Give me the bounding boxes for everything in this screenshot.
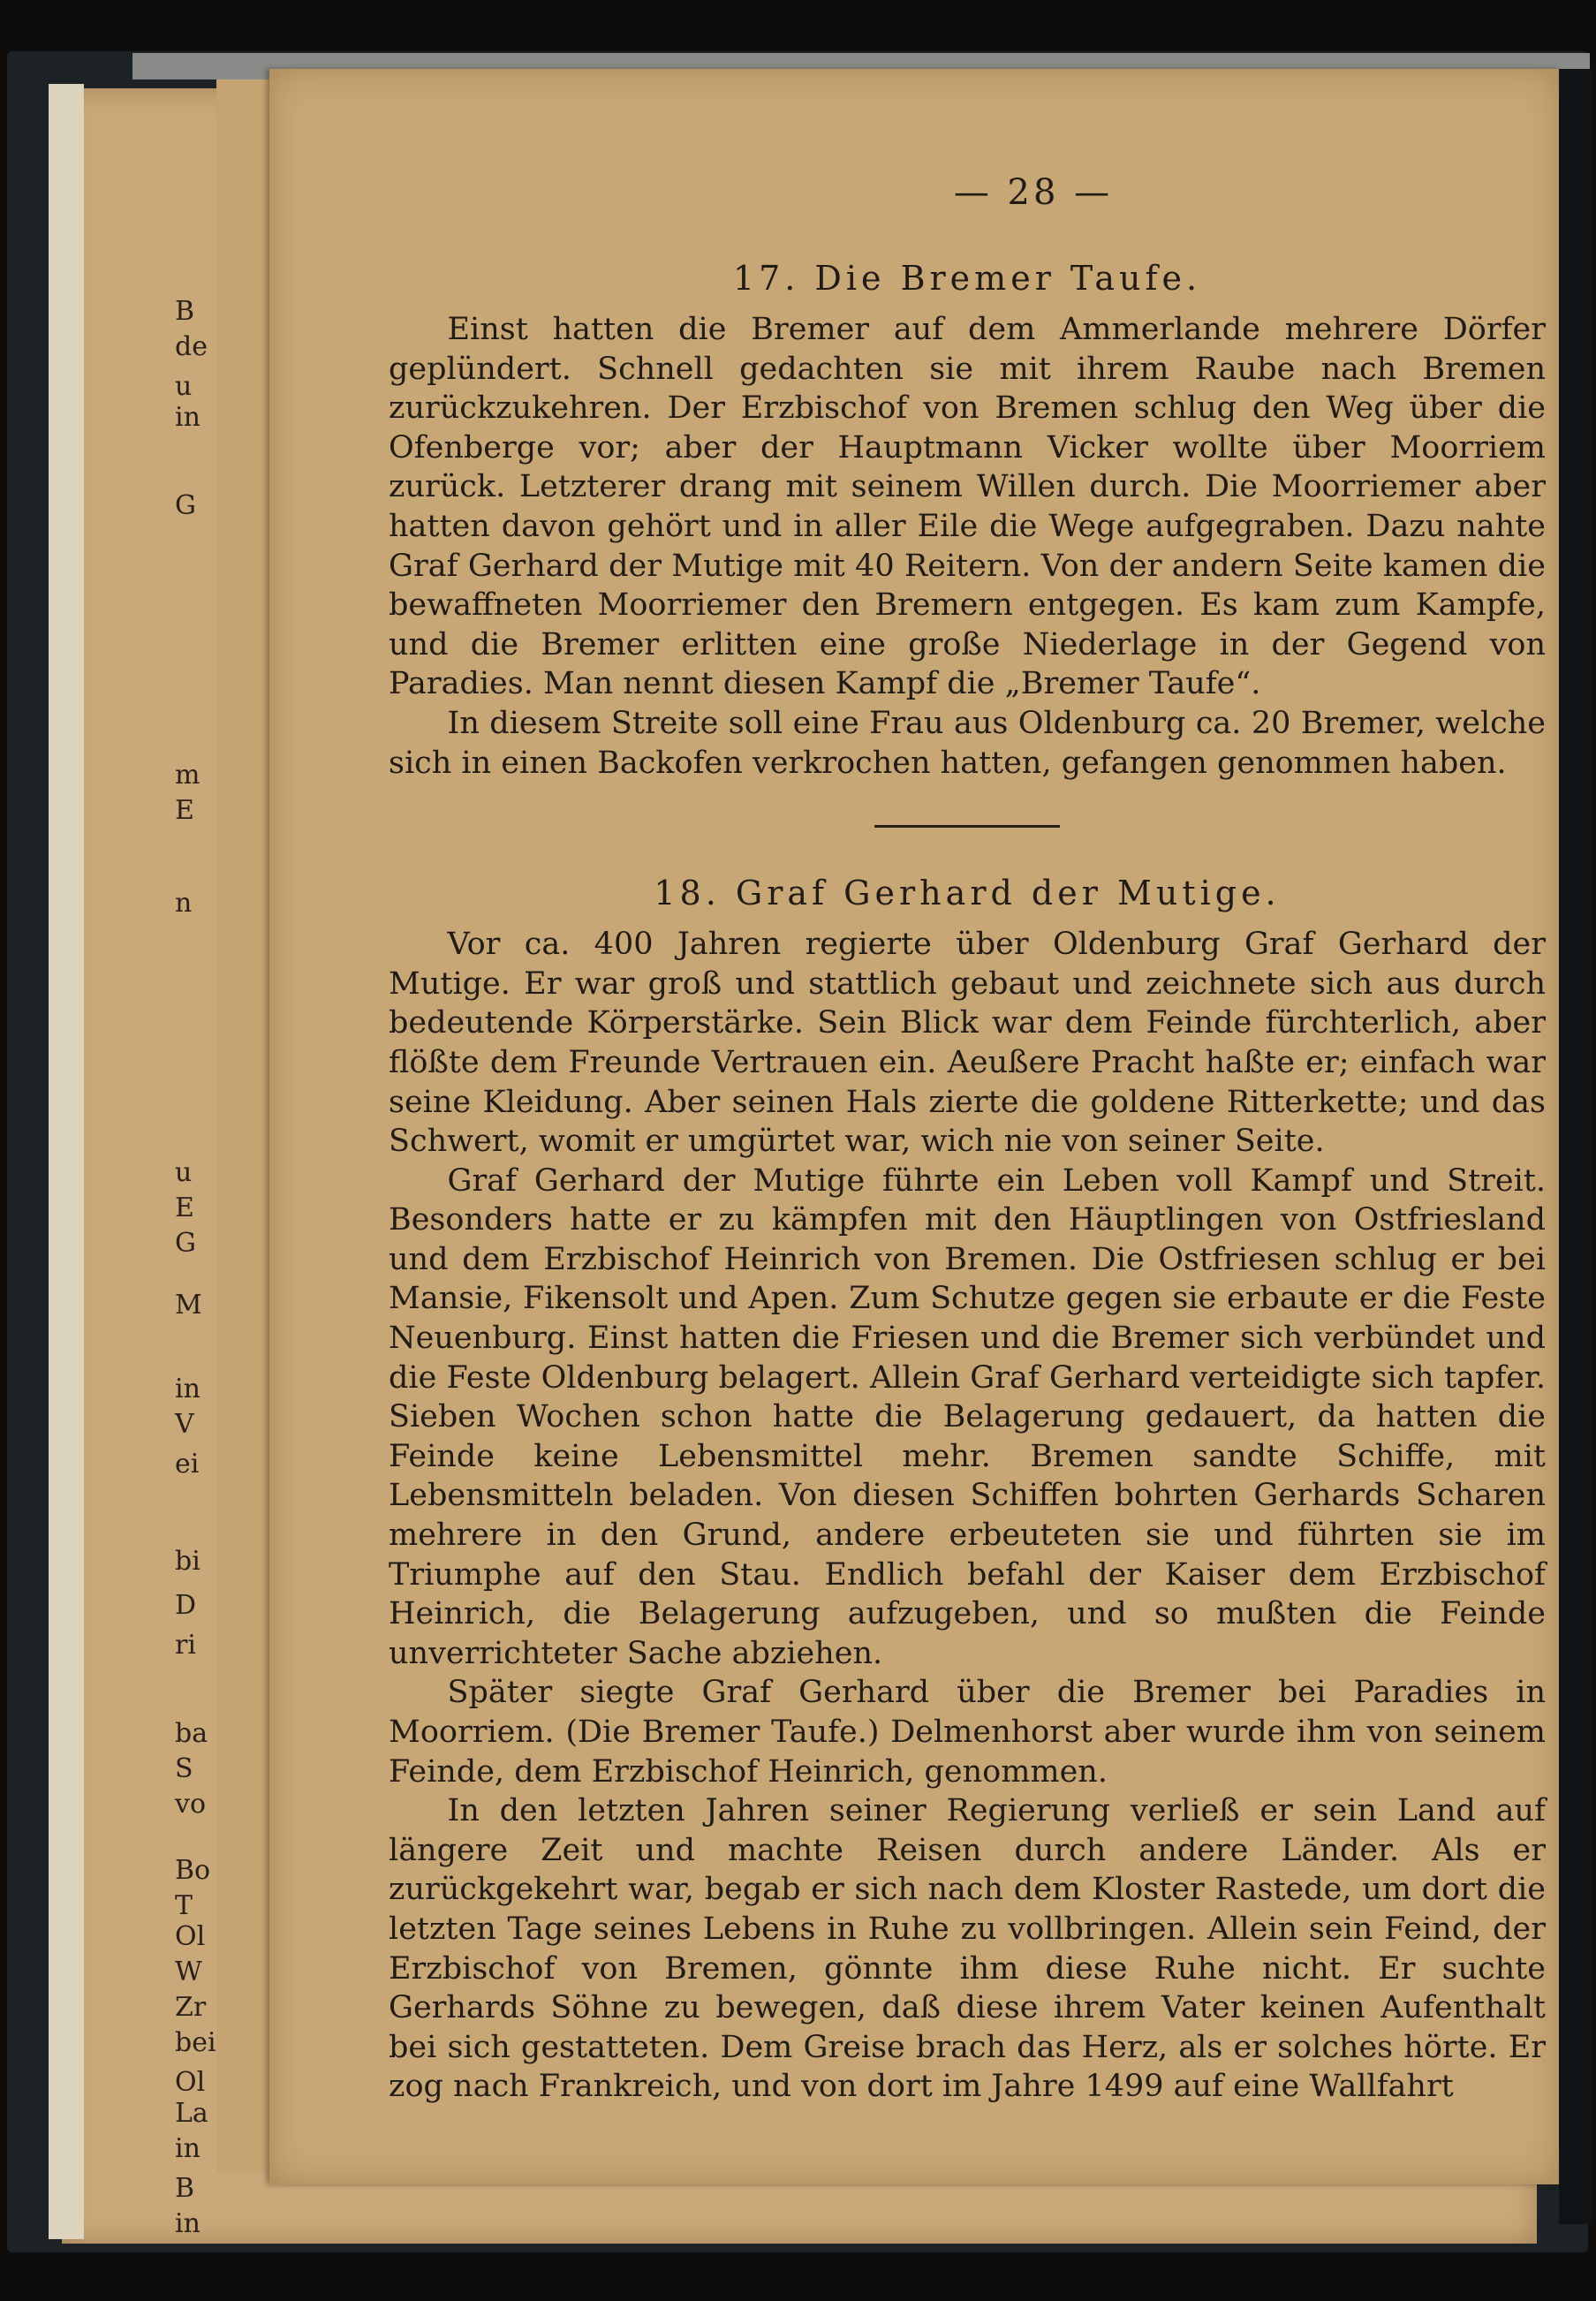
margin-fragment: in bbox=[175, 402, 200, 433]
section-bremer-taufe bbox=[389, 259, 1546, 783]
paragraph: Vor ca. 400 Jahren regierte über Oldenburg Graf Gerhard der Mutige. Er war groß und stattlich gebaut und zeichnete sich aus durch bedeutende Körperstärke. Sein Blick war dem Feinde fürchterlich, aber flößte dem Freunde Vertrauen ein. Aeußere Pracht haßte er; einfach war seine Kleidung. Aber seinen Hals zierte die goldene Ritterkette; und das Schwert, womit er umgürtet war, wich nie von seiner Seite. bbox=[389, 927, 1546, 1160]
margin-fragment: G bbox=[175, 1228, 196, 1259]
right-binding-edge bbox=[1559, 69, 1592, 2224]
margin-fragment: W bbox=[175, 1957, 202, 1987]
margin-fragment: de bbox=[175, 331, 208, 362]
margin-fragment: u bbox=[175, 1157, 193, 1188]
margin-fragment: T bbox=[175, 1890, 193, 1921]
paragraph: Später siegte Graf Gerhard über die Bremer bei Paradies in Moorriem. (Die Bremer Taufe.) Delmenhorst aber wurde ihm von seinem Feinde, dem Erzbischof Heinrich, genommen. bbox=[389, 1675, 1546, 1790]
margin-fragment: ba bbox=[175, 1718, 208, 1749]
margin-fragment: in bbox=[175, 2133, 200, 2164]
endpaper-strip bbox=[49, 84, 84, 2239]
section-graf-gerhard bbox=[389, 874, 1546, 2107]
margin-fragment: n bbox=[175, 888, 193, 919]
margin-fragment: bei bbox=[175, 2027, 216, 2058]
section-heading: 18. Graf Gerhard der Mutige. bbox=[654, 874, 1281, 913]
paragraph: In den letzten Jahren seiner Regierung verließ er sein Land auf längere Zeit und machte Reisen durch andere Länder. Als er zurückgekehrt war, begab er sich nach dem Kloster Rastede, um dort die letzten Tage seines Lebens in Ruhe zu vollbringen. Allein sein Feind, der Erzbischof von Bremen, gönnte ihm diese Ruhe nicht. Er suchte Gerhards Söhne zu bewegen, daß diese ihrem Vater keinen Aufenthalt bei sich gestatteten. Dem Greise brach das Herz, als er solches hörte. Er zog nach Frankreich, und von dort im Jahre 1499 auf eine Wallfahrt bbox=[389, 1793, 1546, 2105]
margin-fragment: E bbox=[175, 1192, 194, 1223]
margin-fragment: in bbox=[175, 2208, 200, 2239]
margin-fragment: Bo bbox=[175, 1855, 211, 1886]
margin-fragment: m bbox=[175, 760, 200, 791]
margin-fragment: V bbox=[175, 1409, 194, 1440]
margin-fragment: vo bbox=[175, 1789, 207, 1820]
paragraph: In diesem Streite soll eine Frau aus Oldenburg ca. 20 Bremer, welche sich in einen Backofen verkrochen hatten, gefangen genommen haben. bbox=[389, 705, 1546, 781]
margin-fragment: ri bbox=[175, 1630, 196, 1661]
margin-fragment: B bbox=[175, 296, 195, 327]
margin-fragment: in bbox=[175, 1374, 200, 1404]
margin-fragment: ei bbox=[175, 1449, 200, 1480]
margin-fragment: u bbox=[175, 371, 193, 402]
margin-fragment: La bbox=[175, 2098, 208, 2129]
section-divider bbox=[874, 825, 1060, 828]
margin-fragment: Ol bbox=[175, 1921, 206, 1952]
section-heading: 17. Die Bremer Taufe. bbox=[732, 259, 1202, 298]
margin-fragment: D bbox=[175, 1590, 197, 1621]
paragraph: Einst hatten die Bremer auf dem Ammerlande mehrere Dörfer geplündert. Schnell gedachten sie mit ihrem Raube nach Bremen zurückzukehren. Der Erzbischof von Bremen schlug den Weg über die Ofenberge vor; aber der Hauptmann Vicker wollte über Moorriem zurück. Letzterer drang mit seinem Willen durch. Die Moorriemer aber hatten davon gehört und in aller Eile die Wege aufgegraben. Dazu nahte Graf Gerhard der Mutige mit 40 Reitern. Von der andern Seite kamen die bewaffneten Moorriemer den Bremern entgegen. Es kam zum Kampfe, und die Bremer erlitten eine große Niederlage in der Gegend von Paradies. Man nennt diesen Kampf die „Bremer Taufe“. bbox=[389, 312, 1546, 702]
page-text bbox=[389, 172, 1546, 2107]
page-number: — 28 — bbox=[953, 172, 1114, 213]
margin-fragment: B bbox=[175, 2173, 195, 2204]
margin-fragment: Zr bbox=[175, 1992, 207, 2023]
margin-fragment: E bbox=[175, 795, 194, 826]
margin-fragment: M bbox=[175, 1290, 202, 1321]
margin-fragment: Ol bbox=[175, 2067, 206, 2098]
paragraph: Graf Gerhard der Mutige führte ein Leben voll Kampf und Streit. Besonders hatte er zu kämpfen mit den Häuptlingen von Ostfriesland und dem Erzbischof Heinrich von Bremen. Die Ostfriesen schlug er bei Mansie, Fikensolt und Apen. Zum Schutze gegen sie erbaute er die Feste Neuenburg. Einst hatten die Friesen und die Bremer sich verbündet und die Feste Oldenburg belagert. Allein Graf Gerhard verteidigte sich tapfer. Sieben Wochen schon hatte die Belagerung gedauert, da hatten die Feinde keine Lebensmittel mehr. Bremen sandte Schiffe, mit Lebensmitteln beladen. Von diesen Schiffen bohrten Gerhards Scharen mehrere in den Grund, andere erbeuteten sie und führten sie im Triumphe auf den Stau. Endlich befahl der Kaiser dem Erzbischof Heinrich, die Belagerung aufzugeben, und so mußten die Feinde unverrichteter Sache abziehen. bbox=[389, 1162, 1546, 1671]
margin-fragment: G bbox=[175, 490, 196, 521]
margin-fragment: bi bbox=[175, 1546, 200, 1577]
left-page-margin-fragments bbox=[175, 0, 216, 2301]
margin-fragment: S bbox=[175, 1753, 193, 1784]
